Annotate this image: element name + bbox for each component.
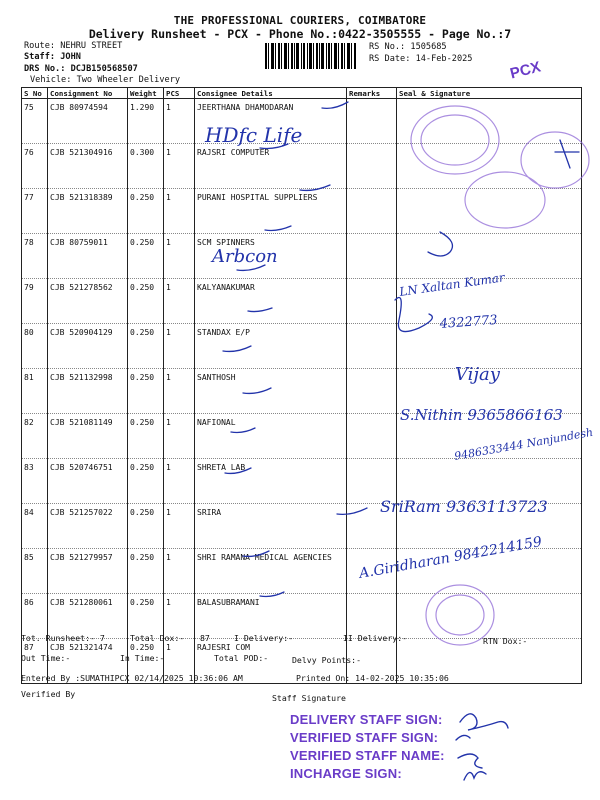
table-header-row <box>22 88 582 99</box>
weight-cell: 1.290 <box>128 99 164 144</box>
consignee-cell: RAJSRI COMPUTER <box>195 144 347 189</box>
consignment-cell: CJB 521318389 <box>48 189 128 234</box>
sno-cell: 86 <box>22 594 48 639</box>
staff-signature-label: Staff Signature <box>272 693 346 703</box>
pcs-cell: 1 <box>164 414 195 459</box>
delvy-points: Delvy Points:- <box>292 655 362 665</box>
table-row <box>22 369 582 414</box>
table-row <box>22 99 582 144</box>
verified-staff-name: VERIFIED STAFF NAME: <box>290 748 445 763</box>
sno-cell: 83 <box>22 459 48 504</box>
weight-cell: 0.250 <box>128 189 164 234</box>
sno-cell: 76 <box>22 144 48 189</box>
signature-cell <box>397 189 582 234</box>
remarks-cell <box>347 144 397 189</box>
remarks-cell <box>347 594 397 639</box>
sno-cell: 79 <box>22 279 48 324</box>
signature-cell <box>397 369 582 414</box>
pcs-cell: 1 <box>164 639 195 684</box>
table-row <box>22 549 582 594</box>
table-row <box>22 459 582 504</box>
consignment-cell: CJB 80759011 <box>48 234 128 279</box>
col-header: Weight <box>128 88 164 99</box>
signature-cell <box>397 459 582 504</box>
runsheet-table <box>21 87 582 684</box>
consignee-cell: STANDAX E/P <box>195 324 347 369</box>
weight-cell: 0.250 <box>128 504 164 549</box>
table-row <box>22 504 582 549</box>
rs-date: RS Date: 14-Feb-2025 <box>369 54 473 64</box>
handwriting-81: Vijay <box>455 364 500 385</box>
pcs-cell: 1 <box>164 549 195 594</box>
signature-cell <box>397 549 582 594</box>
entered-by: Entered By :SUMATHIPCX 02/14/2025 10:36:06 AM <box>21 673 243 683</box>
consignee-cell: SRIRA <box>195 504 347 549</box>
pcs-cell: 1 <box>164 189 195 234</box>
col-header: S No <box>22 88 48 99</box>
route-label: Route: NEHRU STREET <box>24 41 123 51</box>
pcs-cell: 1 <box>164 234 195 279</box>
sno-cell: 85 <box>22 549 48 594</box>
signature-cell <box>397 99 582 144</box>
table-row <box>22 594 582 639</box>
table-row <box>22 144 582 189</box>
consignee-cell: PURANI HOSPITAL SUPPLIERS <box>195 189 347 234</box>
consignment-cell: CJB 521279957 <box>48 549 128 594</box>
signature-cell <box>397 414 582 459</box>
vehicle-label: Vehicle: Two Wheeler Delivery <box>30 75 181 85</box>
consignment-cell: CJB 521321474 <box>48 639 128 684</box>
col-header: Remarks <box>347 88 397 99</box>
staff-signature-scribble <box>450 700 550 790</box>
tot-runsheet: Tot. Runsheet:- 7 <box>21 633 105 643</box>
consignment-cell: CJB 80974594 <box>48 99 128 144</box>
remarks-cell <box>347 549 397 594</box>
total-pod: Total POD:- <box>214 653 269 663</box>
staff-label: Staff: JOHN <box>24 52 81 62</box>
consignment-cell: CJB 521278562 <box>48 279 128 324</box>
sno-cell: 77 <box>22 189 48 234</box>
signature-cell <box>397 594 582 639</box>
signature-cell <box>397 234 582 279</box>
table-row <box>22 189 582 234</box>
handwriting-78: Arbcon <box>212 246 278 267</box>
table-row <box>22 324 582 369</box>
pcs-cell: 1 <box>164 594 195 639</box>
consignee-cell: RAJESRI COM <box>195 639 347 684</box>
signature-cell <box>397 324 582 369</box>
signature-cell <box>397 279 582 324</box>
col-header: Consignment No <box>48 88 128 99</box>
remarks-cell <box>347 459 397 504</box>
consignment-cell: CJB 521280061 <box>48 594 128 639</box>
incharge-sign: INCHARGE SIGN: <box>290 766 402 781</box>
drs-number: DRS No.: DCJB150568507 <box>24 64 138 74</box>
pcs-cell: 1 <box>164 99 195 144</box>
consignment-cell: CJB 521304916 <box>48 144 128 189</box>
consignee-cell: SCM SPINNERS <box>195 234 347 279</box>
rs-number: RS No.: 1505685 <box>369 42 447 52</box>
out-time: Out Time:- <box>21 653 71 663</box>
consignee-cell: SHRETA LAB <box>195 459 347 504</box>
weight-cell: 0.250 <box>128 414 164 459</box>
table-row <box>22 279 582 324</box>
remarks-cell <box>347 324 397 369</box>
sno-cell: 82 <box>22 414 48 459</box>
consignment-cell: CJB 521257022 <box>48 504 128 549</box>
consignee-cell: BALASUBRAMANI <box>195 594 347 639</box>
ii-delivery: II Delivery:- <box>343 633 408 643</box>
remarks-cell <box>347 99 397 144</box>
pcx-stamp: PCX <box>508 58 543 83</box>
signature-cell <box>397 144 582 189</box>
company-title: THE PROFESSIONAL COURIERS, COIMBATORE <box>173 14 427 27</box>
sno-cell: 80 <box>22 324 48 369</box>
consignee-cell: SANTHOSH <box>195 369 347 414</box>
handwriting-85: SriRam 9363113723 <box>380 497 548 516</box>
pcs-cell: 1 <box>164 504 195 549</box>
weight-cell: 0.250 <box>128 459 164 504</box>
consignee-cell: KALYANAKUMAR <box>195 279 347 324</box>
pcs-cell: 1 <box>164 144 195 189</box>
weight-cell: 0.250 <box>128 369 164 414</box>
col-header: Consignee Details <box>195 88 347 99</box>
handwriting-82: S.Nithin 9365866163 <box>400 406 563 424</box>
remarks-cell <box>347 504 397 549</box>
weight-cell: 0.250 <box>128 549 164 594</box>
weight-cell: 0.250 <box>128 279 164 324</box>
pcs-cell: 1 <box>164 459 195 504</box>
sno-cell: 84 <box>22 504 48 549</box>
col-header: Seal & Signature <box>397 88 582 99</box>
handwriting-79: LN Xaltan Kumar <box>398 270 506 299</box>
signature-cell <box>397 504 582 549</box>
remarks-cell <box>347 414 397 459</box>
weight-cell: 0.250 <box>128 324 164 369</box>
runsheet-subtitle: Delivery Runsheet - PCX - Phone No.:0422-3505555 - Page No.:7 <box>88 27 512 41</box>
table-row <box>22 414 582 459</box>
verified-staff-sign: VERIFIED STAFF SIGN: <box>290 730 439 745</box>
weight-cell: 0.250 <box>128 234 164 279</box>
sno-cell: 75 <box>22 99 48 144</box>
remarks-cell <box>347 234 397 279</box>
remarks-cell <box>347 369 397 414</box>
barcode <box>265 43 357 69</box>
consignment-cell: CJB 520904129 <box>48 324 128 369</box>
pcs-cell: 1 <box>164 279 195 324</box>
handwriting-80: 4322773 <box>439 312 499 332</box>
consignment-cell: CJB 521081149 <box>48 414 128 459</box>
remarks-cell <box>347 279 397 324</box>
col-header: PCS <box>164 88 195 99</box>
rtn-dox: RTN Dox:- <box>483 636 528 646</box>
consignee-cell: NAFIONAL <box>195 414 347 459</box>
printed-on: Printed On: 14-02-2025 10:35:06 <box>296 673 449 683</box>
handwriting-83: 9486333444 Nanjundesh <box>453 425 595 463</box>
weight-cell: 0.300 <box>128 144 164 189</box>
sno-cell: 87 <box>22 639 48 684</box>
handwriting-86: A.Giridharan 9842214159 <box>357 534 544 582</box>
consignee-cell: JEERTHANA DHAMODARAN <box>195 99 347 144</box>
pcs-cell: 1 <box>164 369 195 414</box>
weight-cell: 0.250 <box>128 639 164 684</box>
consignee-cell: SHRI RAMANA MEDICAL AGENCIES <box>195 549 347 594</box>
sno-cell: 81 <box>22 369 48 414</box>
weight-cell: 0.250 <box>128 594 164 639</box>
table-body <box>22 99 582 684</box>
verified-by: Verified By <box>21 689 76 699</box>
i-delivery: I Delivery:- <box>234 633 294 643</box>
pcs-cell: 1 <box>164 324 195 369</box>
delivery-staff-sign: DELIVERY STAFF SIGN: <box>290 712 443 727</box>
sno-cell: 78 <box>22 234 48 279</box>
consignment-cell: CJB 521132998 <box>48 369 128 414</box>
total-dox-value: 87 <box>200 633 210 643</box>
in-time: In Time:- <box>120 653 165 663</box>
consignment-cell: CJB 520746751 <box>48 459 128 504</box>
handwriting-76: HDfc Life <box>205 123 303 147</box>
remarks-cell <box>347 189 397 234</box>
table-row <box>22 234 582 279</box>
total-dox-label: Total Dox:- <box>130 633 185 643</box>
